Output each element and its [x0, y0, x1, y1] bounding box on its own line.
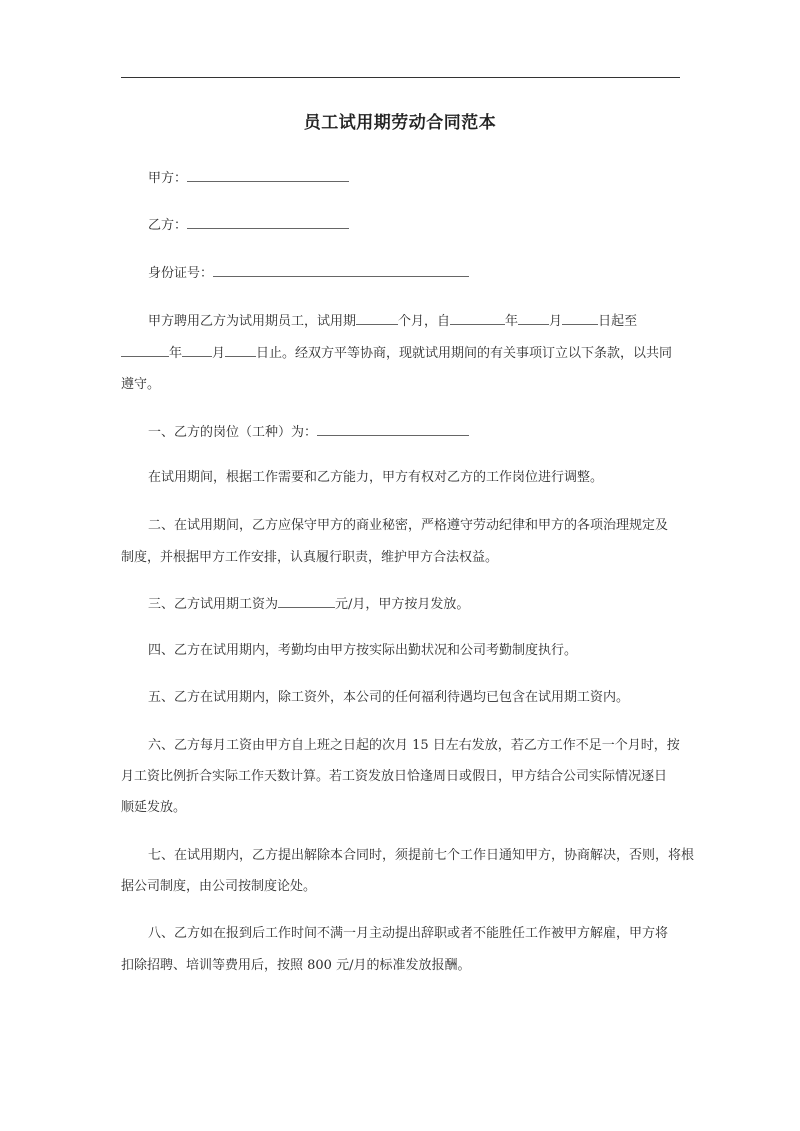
- item-2-line-2: 制度，并根据甲方工作安排，认真履行职责，维护甲方合法权益。: [121, 550, 499, 565]
- item-3-text: 三、乙方试用期工资为: [148, 597, 279, 612]
- document-title: 员工试用期劳动合同范本: [303, 113, 497, 133]
- id-number-blank[interactable]: [213, 265, 469, 277]
- item-6-line-2: 月工资比例折合实际工作天数计算。若工资发放日恰逢周日或假日，甲方结合公司实际情况逐日: [121, 769, 668, 784]
- item-2-line-1: 二、在试用期间，乙方应保守甲方的商业秘密，严格遵守劳动纪律和甲方的各项治理规定及: [148, 518, 669, 533]
- position-blank[interactable]: [317, 424, 469, 436]
- id-number-label: 身份证号：: [148, 266, 214, 281]
- item-6-line-3: 顺延发放。: [121, 800, 187, 815]
- start-year-blank[interactable]: [450, 313, 505, 325]
- start-day-blank[interactable]: [562, 313, 598, 325]
- party-a-label: 甲方：: [148, 171, 188, 186]
- id-number-field: [148, 262, 469, 281]
- item-8-line-2: 扣除招聘、培训等费用后，按照 800 元/月的标准发放报酬。: [121, 958, 471, 973]
- intro-text: 年: [169, 346, 183, 361]
- item-1-label: 一、乙方的岗位（工种）为：: [148, 425, 318, 440]
- party-b-field: [148, 214, 349, 233]
- intro-line-3: 遵守。: [121, 377, 161, 392]
- end-year-blank[interactable]: [121, 345, 169, 357]
- intro-text: 甲方聘用乙方为试用期员工，试用期: [148, 314, 357, 329]
- item-4: 四、乙方在试用期内，考勤均由甲方按实际出勤状况和公司考勤制度执行。: [148, 643, 578, 658]
- item-1-position: [148, 421, 469, 440]
- salary-blank[interactable]: [278, 596, 335, 608]
- header-rule: [121, 77, 680, 78]
- intro-text: 日止。经双方平等协商，现就试用期间的有关事项订立以下条款，以共同: [256, 346, 673, 361]
- item-7-line-1: 七、在试用期内，乙方提出解除本合同时，须提前七个工作日通知甲方，协商解决，否则，将根: [148, 848, 695, 863]
- party-a-blank[interactable]: [187, 170, 349, 182]
- party-a-field: [148, 167, 349, 186]
- item-7-line-2: 据公司制度，由公司按制度论处。: [121, 879, 317, 894]
- intro-text: 年: [505, 314, 519, 329]
- party-b-blank[interactable]: [187, 217, 349, 229]
- intro-line-2: [121, 342, 672, 361]
- intro-text: 月: [212, 346, 226, 361]
- party-b-label: 乙方：: [148, 218, 188, 233]
- item-3-salary: [148, 593, 469, 612]
- item-5: 五、乙方在试用期内，除工资外，本公司的任何福利待遇均已包含在试用期工资内。: [148, 690, 630, 705]
- intro-text: 月: [549, 314, 563, 329]
- item-6-line-1: 六、乙方每月工资由甲方自上班之日起的次月 15 日左右发放，若乙方工作不足一个月时，按: [148, 738, 680, 753]
- intro-text: 个月，自: [398, 314, 451, 329]
- start-month-blank[interactable]: [518, 313, 549, 325]
- item-8-line-1: 八、乙方如在报到后工作时间不满一月主动提出辞职或者不能胜任工作被甲方解雇，甲方将: [148, 926, 669, 941]
- item-3-text: 元/月，甲方按月发放。: [335, 597, 470, 612]
- intro-text: 日起至: [598, 314, 638, 329]
- end-day-blank[interactable]: [225, 345, 256, 357]
- intro-line-1: [148, 310, 637, 329]
- end-month-blank[interactable]: [182, 345, 212, 357]
- item-1-note: 在试用期间，根据工作需要和乙方能力，甲方有权对乙方的工作岗位进行调整。: [148, 470, 604, 485]
- trial-months-blank[interactable]: [356, 313, 398, 325]
